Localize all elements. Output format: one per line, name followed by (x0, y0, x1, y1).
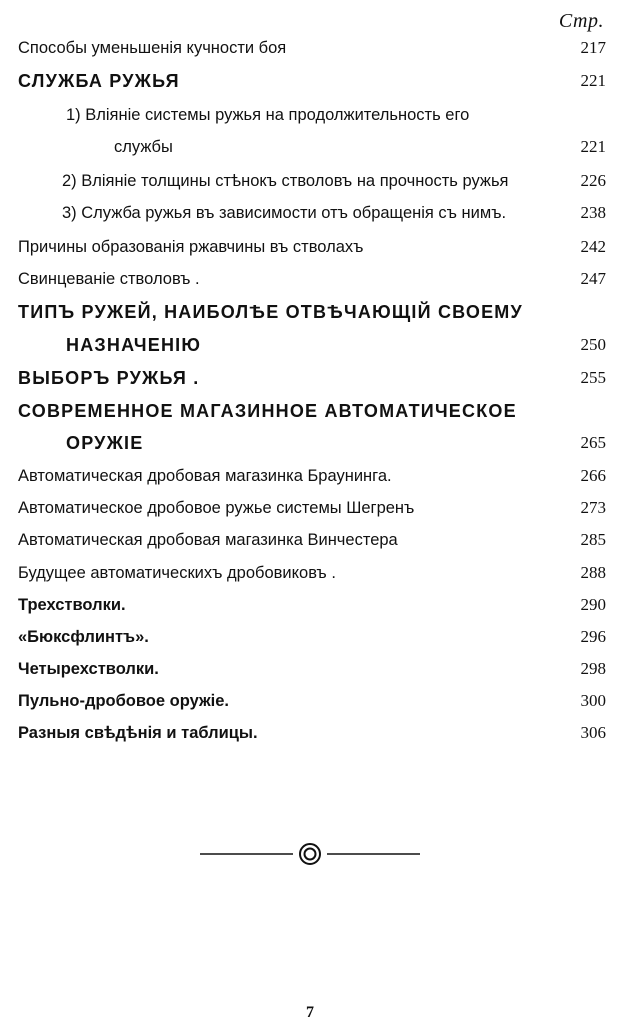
toc-entry (0, 428, 620, 458)
toc-entry-title: 3) Служба ружья въ зависимости отъ обращенія съ нимъ. (62, 204, 507, 222)
toc-entry-page: 250 (580, 335, 606, 354)
toc-entry-title: Автоматическое дробовое ружье системы Шегренъ (18, 499, 415, 517)
page-number: 7 (306, 1004, 314, 1021)
toc-entry-title: СОВРЕМЕННОЕ МАГАЗИННОЕ АВТОМАТИЧЕСКОЕ (18, 401, 517, 421)
toc-entry-page: 238 (580, 203, 606, 222)
page-column-label: Стр. (558, 10, 604, 32)
toc-entry-title: Автоматическая дробовая магазинка Браунинга. (18, 467, 392, 485)
toc-entry (0, 166, 620, 196)
section-end-ornament (200, 843, 420, 865)
toc-entry-page: 255 (580, 368, 606, 387)
toc-entry (0, 558, 620, 588)
toc-entry (0, 100, 620, 130)
toc-entry (0, 330, 620, 360)
toc-entry (0, 297, 620, 327)
toc-entry-page: 221 (580, 137, 606, 156)
toc-entry (0, 622, 620, 652)
toc-entry (0, 132, 620, 162)
toc-entry (0, 718, 620, 748)
toc-entry-page: 296 (580, 627, 606, 646)
toc-entry-page: 273 (580, 498, 606, 517)
toc-entry-title: Трехстволки. (18, 596, 126, 614)
toc-entry-page: 221 (580, 71, 606, 90)
toc-entry-page: 306 (580, 723, 606, 742)
toc-entry (0, 525, 620, 555)
toc-entry-title: «Бюксфлинтъ». (18, 628, 149, 646)
toc-entry-title: ОРУЖІЕ (66, 433, 144, 453)
toc-entry-page: 242 (580, 237, 606, 256)
toc-entry-title: Пульно-дробовое оружіе. (18, 692, 230, 710)
toc-entry (0, 264, 620, 294)
toc-entry-page: 217 (580, 38, 606, 57)
toc-entry (0, 363, 620, 393)
toc-entry-title: Разныя свѣдѣнія и таблицы. (18, 724, 258, 742)
toc-entry-title: службы (114, 138, 173, 156)
toc-entry-title: Автоматическая дробовая магазинка Винчестера (18, 531, 398, 549)
toc-entry-page: 266 (580, 466, 606, 485)
toc-entry-page: 300 (580, 691, 606, 710)
toc-entry-page: 285 (580, 530, 606, 549)
toc-entry (0, 396, 620, 426)
toc-entry-title: ТИПЪ РУЖЕЙ, НАИБОЛѢЕ ОТВѢЧАЮЩІЙ СВОЕМУ (18, 302, 523, 322)
toc-entry-title: ВЫБОРЪ РУЖЬЯ . (18, 368, 200, 388)
toc-entry-title: Свинцеваніе стволовъ . (18, 270, 200, 288)
toc-entry-title: Будущее автоматическихъ дробовиковъ . (18, 564, 336, 582)
toc-entry-title: СЛУЖБА РУЖЬЯ (18, 71, 180, 91)
toc-entry (0, 66, 620, 96)
toc-entry-title: НАЗНАЧЕНІЮ (66, 335, 202, 355)
toc-entry-page: 226 (580, 171, 606, 190)
toc-entry (0, 493, 620, 523)
toc-entry (0, 461, 620, 491)
toc-entry-title: Четырехстволки. (18, 660, 159, 678)
toc-entry (0, 590, 620, 620)
toc-entry (0, 686, 620, 716)
toc-entry-title: 2) Вліяніе толщины стѣнокъ стволовъ на прочность ружья (62, 172, 509, 190)
toc-entry-title: 1) Вліяніе системы ружья на продолжительность его (66, 106, 470, 124)
toc-entry (0, 198, 620, 228)
toc-entry-page: 247 (580, 269, 606, 288)
toc-entry-page: 288 (580, 563, 606, 582)
toc-entry-title: Причины образованія ржавчины въ стволахъ (18, 238, 364, 256)
toc-entry-page: 265 (580, 433, 606, 452)
toc-entry-page: 298 (580, 659, 606, 678)
toc-entry (0, 33, 620, 63)
toc-entry-page: 290 (580, 595, 606, 614)
toc-entry (0, 232, 620, 262)
toc-entry-title: Способы уменьшенія кучности боя (18, 39, 287, 57)
toc-entry (0, 654, 620, 684)
